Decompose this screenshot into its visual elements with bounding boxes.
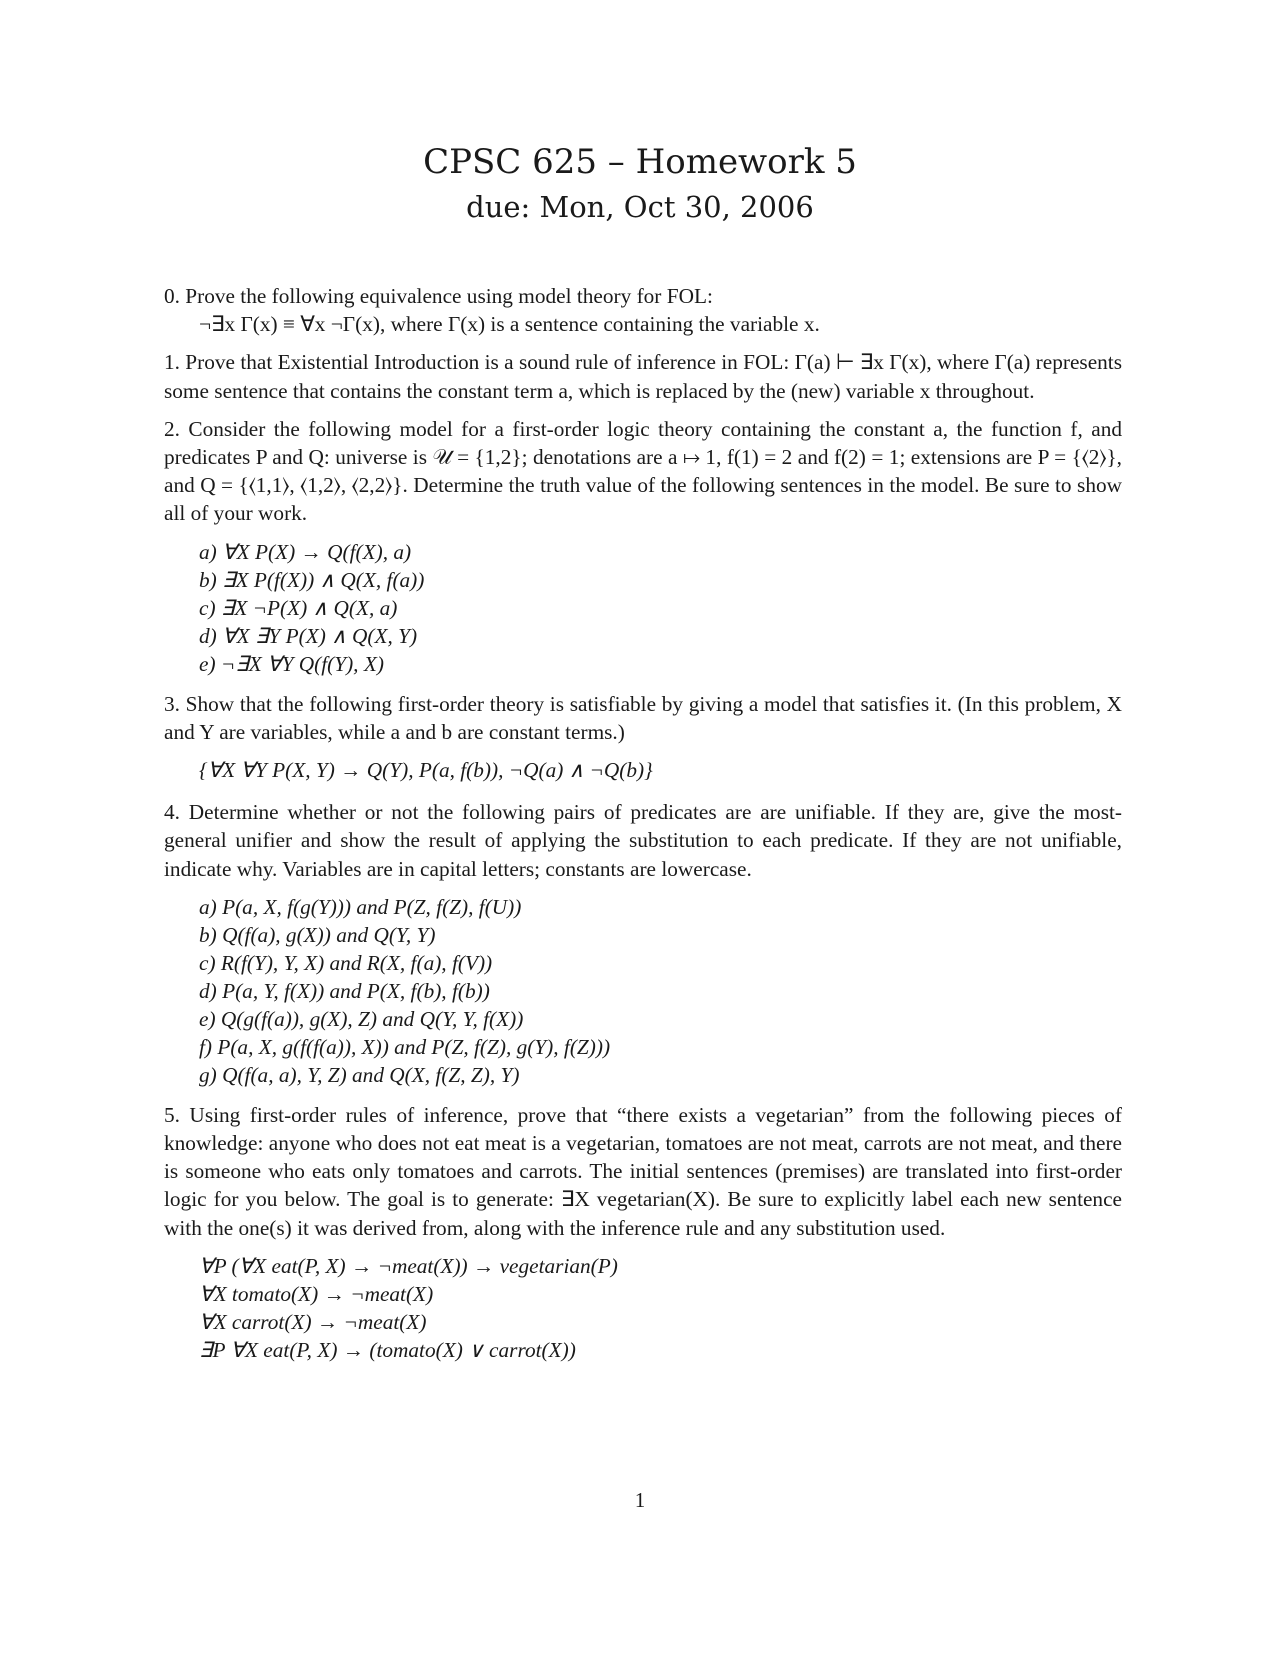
list-item: d) ∀X ∃Y P(X) ∧ Q(X, Y) <box>199 623 418 648</box>
list-item: e) ¬∃X ∀Y Q(f(Y), X) <box>199 651 384 676</box>
list-item: d) P(a, Y, f(X)) and P(X, f(b), f(b)) <box>199 978 490 1003</box>
problem-0-statement: 0. Prove the following equivalence using model theory for FOL: <box>164 284 713 308</box>
problem-2-sentences <box>199 538 1122 678</box>
list-item: g) Q(f(a, a), Y, Z) and Q(X, f(Z, Z), Y) <box>199 1062 520 1087</box>
problem-3: 3. Show that the following first-order theory is satisfiable by giving a model that satisfies it. (In this problem, X and Y are variables, while a and b are constant terms.) <box>164 691 1122 744</box>
problem-5: 5. Using first-order rules of inference, prove that “there exists a vegetarian” from the following pieces of knowledge: anyone who does not eat meat is a vegetarian, tomatoes are not meat, carrots are not meat, and there is someone who eats only tomatoes and carrots. The initial sentences (premises) are translated into first-order logic for you below. The goal is to generate: ∃X vegetarian(X). Be sure to explicitly label each new sentence with the one(s) it was derived from, along with the inference rule and any substitution used. <box>164 1102 1122 1240</box>
list-item: b) ∃X P(f(X)) ∧ Q(X, f(a)) <box>199 567 425 592</box>
problem-3-theory: {∀X ∀Y P(X, Y) → Q(Y), P(a, f(b)), ¬Q(a) ∧ ¬Q(b)} <box>199 758 653 783</box>
page-number: 1 <box>634 1488 646 1512</box>
list-item: ∀X tomato(X) → ¬meat(X) <box>199 1281 434 1306</box>
problem-4-pairs <box>199 893 1122 1089</box>
list-item: f) P(a, X, g(f(f(a)), X)) and P(Z, f(Z), g(Y), f(Z))) <box>199 1034 611 1059</box>
list-item: c) R(f(Y), Y, X) and R(X, f(a), f(V)) <box>199 950 493 975</box>
list-item: ∀X carrot(X) → ¬meat(X) <box>199 1309 427 1334</box>
problem-2: 2. Consider the following model for a first-order logic theory containing the constant a, the function f, and predicates P and Q: universe is 𝒰 = {1,2}; denotations are a ↦ 1, f(1) = 2 and f(2) = 1; extensions are P = {⟨2⟩}, and Q = {⟨1,1⟩, ⟨1,2⟩, ⟨2,2⟩}. Determine the truth value of the following sentences in the model. Be sure to show all of your work. <box>164 416 1122 526</box>
problem-0-equivalence: ¬∃x Γ(x) ≡ ∀x ¬Γ(x), where Γ(x) is a sentence containing the variable x. <box>199 312 820 337</box>
list-item: a) P(a, X, f(g(Y))) and P(Z, f(Z), f(U)) <box>199 894 522 919</box>
page-title: CPSC 625 – Homework 5 <box>423 142 857 182</box>
list-item: b) Q(f(a), g(X)) and Q(Y, Y) <box>199 922 436 947</box>
problem-1: 1. Prove that Existential Introduction is a sound rule of inference in FOL: Γ(a) ⊢ ∃x Γ(x), where Γ(a) represents some sentence that contains the constant term a, which is replaced by the (new) variable x throughout. <box>164 350 1122 403</box>
problem-0 <box>164 282 1122 338</box>
problem-5-premises <box>199 1252 1122 1364</box>
list-item: ∃P ∀X eat(P, X) → (tomato(X) ∨ carrot(X)) <box>199 1337 576 1362</box>
list-item: ∀P (∀X eat(P, X) → ¬meat(X)) → vegetarian(P) <box>199 1253 618 1278</box>
due-date: due: Mon, Oct 30, 2006 <box>466 190 814 224</box>
list-item: e) Q(g(f(a)), g(X), Z) and Q(Y, Y, f(X)) <box>199 1006 524 1031</box>
list-item: a) ∀X P(X) → Q(f(X), a) <box>199 539 412 564</box>
problem-list <box>164 282 1122 1364</box>
problem-4: 4. Determine whether or not the following pairs of predicates are are unifiable. If they are, give the most-general unifier and show the result of applying the substitution to each predicate. If they are not unifiable, indicate why. Variables are in capital letters; constants are lowercase. <box>164 800 1122 881</box>
list-item: c) ∃X ¬P(X) ∧ Q(X, a) <box>199 595 398 620</box>
